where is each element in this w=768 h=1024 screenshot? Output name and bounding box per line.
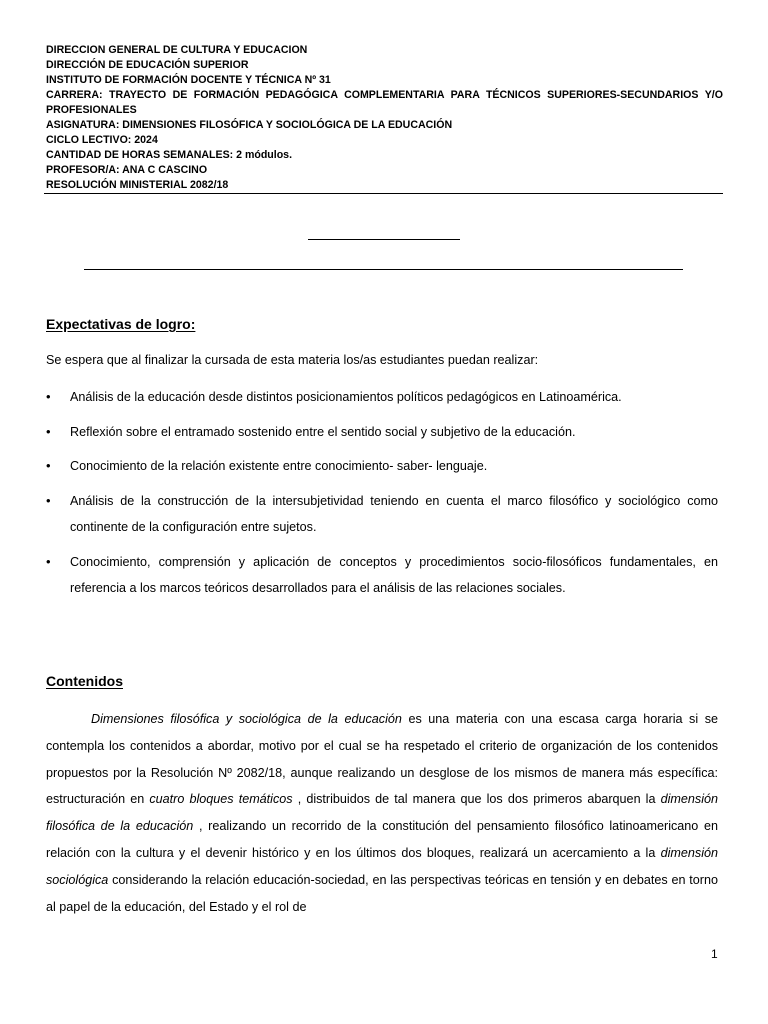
italic-dimension-filosofica: dimensión filosófica de la educación	[46, 792, 719, 834]
list-item-text: Conocimiento de la relación existente entre conocimiento- saber- lenguaje.	[70, 459, 488, 473]
italic-bloques: cuatro bloques temáticos	[149, 792, 293, 807]
paragraph-text: considerando la relación educación-sociedad, en las perspectivas teóricas en tensión y en debates en torno al papel de la educación, del Estado y el rol de	[46, 872, 718, 914]
list-item-text: Análisis de la construcción de la intersubjetividad teniendo en cuenta el marco filosófico y sociológico como continente de la configuración entre sujetos.	[70, 493, 718, 534]
paragraph-text: , distribuidos de tal manera que los dos primeros abarquen la	[292, 792, 661, 807]
header-line-asignatura: ASIGNATURA: DIMENSIONES FILOSÓFICA Y SOCIOLÓGICA DE LA EDUCACIÓN	[46, 119, 453, 131]
list-item	[46, 384, 718, 411]
bullet-icon: •	[46, 492, 51, 508]
paragraph-text: es una materia con una escasa carga horaria si se contempla los contenidos a abordar, motivo por el cual se ha respetado el criterio de organización de los contenidos propuestos por la Resolución Nº 2082/18, aunque realizando un desglose de los mismos de manera más específica: estructuración en	[46, 712, 718, 807]
header-line-resolucion: RESOLUCIÓN MINISTERIAL 2082/18	[46, 179, 229, 191]
page-number: 1	[711, 947, 718, 961]
long-horizontal-rule	[84, 269, 683, 270]
bullet-icon: •	[46, 553, 51, 569]
header-line-carrera: CARRERA: TRAYECTO DE FORMACIÓN PEDAGÓGICA COMPLEMENTARIA PARA TÉCNICOS SUPERIORES-SECUNDARIOS Y/O PROFESIONALES	[46, 89, 723, 116]
italic-dimension-sociologica: dimensión sociológica	[46, 845, 718, 887]
paragraph-text: , realizando un recorrido de la constitución del pensamiento filosófico latinoamericano en relación con la cultura y el devenir histórico y en los últimos dos bloques, realizará un acercamiento a la	[46, 819, 718, 860]
header-line-instituto: INSTITUTO DE FORMACIÓN DOCENTE Y TÉCNICA Nº 31	[46, 74, 331, 86]
list-item-text: Reflexión sobre el entramado sostenido entre el sentido social y subjetivo de la educación.	[70, 424, 576, 439]
header-line-ciclo-lectivo: CICLO LECTIVO: 2024	[46, 134, 158, 146]
contenidos-paragraph	[46, 706, 718, 920]
list-item	[46, 419, 718, 446]
header-line-direccion-superior: DIRECCIÓN DE EDUCACIÓN SUPERIOR	[46, 59, 249, 71]
bullet-icon: •	[46, 458, 51, 473]
header-line-profesor: PROFESOR/A: ANA C CASCINO	[46, 164, 208, 176]
contenidos-heading: Contenidos	[46, 673, 123, 689]
list-item	[46, 549, 718, 602]
list-item-text: Análisis de la educación desde distintos posicionamientos políticos pedagógicos en Latinoamérica.	[70, 390, 622, 404]
bullet-icon: •	[46, 423, 51, 439]
short-horizontal-rule	[308, 239, 460, 240]
list-item	[46, 453, 718, 480]
header-line-horas-semanales: CANTIDAD DE HORAS SEMANALES: 2 módulos.	[46, 149, 293, 161]
list-item-text: Conocimiento, comprensión y aplicación de conceptos y procedimientos socio-filosóficos fundamentales, en referencia a los marcos teóricos desarrollados para el análisis de las relaciones sociales.	[70, 554, 718, 595]
expectativas-intro: Se espera que al finalizar la cursada de esta materia los/as estudiantes puedan realizar:	[46, 353, 539, 367]
header-divider	[44, 193, 723, 194]
italic-subject-title: Dimensiones filosófica y sociológica de la educación	[91, 712, 402, 726]
document-header	[46, 43, 723, 193]
expectativas-heading: Expectativas de logro:	[46, 316, 196, 332]
list-item	[46, 488, 718, 541]
bullet-icon: •	[46, 389, 51, 404]
expectativas-list	[46, 384, 718, 602]
header-line-direccion-general: DIRECCION GENERAL DE CULTURA Y EDUCACION	[46, 44, 308, 56]
